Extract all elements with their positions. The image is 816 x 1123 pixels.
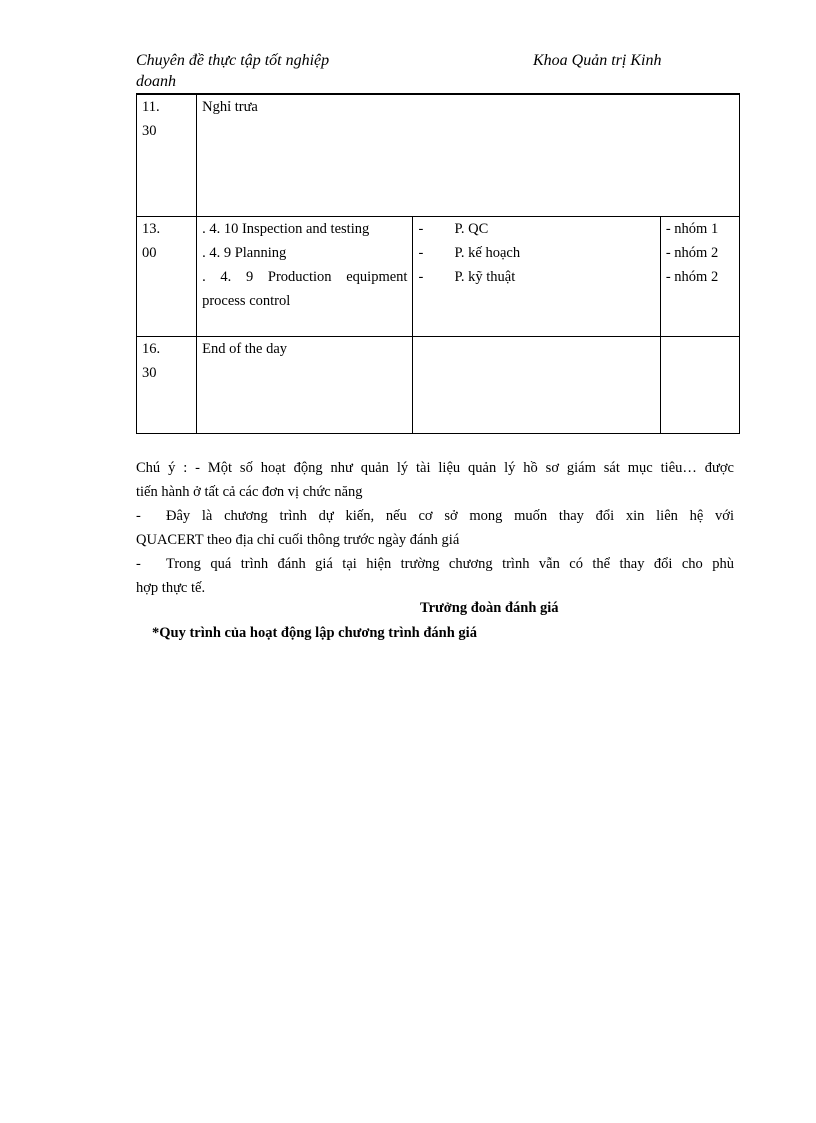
table-row [137, 95, 740, 216]
note-3-line-1 [136, 552, 734, 576]
time-hour: 13. [142, 220, 161, 237]
process-title: *Quy trình của hoạt động lập chương trình đánh giá [152, 625, 477, 641]
note-dash: - [136, 556, 141, 572]
activity-line: Nghỉ trưa [202, 99, 258, 115]
department-line [418, 265, 654, 289]
header-left-line1: Chuyên đề thực tập tốt nghiệp [136, 52, 330, 69]
time-cell [137, 216, 197, 336]
dept-dash: - [418, 268, 424, 285]
time-hour: 11. [142, 99, 160, 115]
activity-line: End of the day [202, 340, 288, 357]
group-line: - nhóm 2 [665, 244, 719, 261]
schedule-table [136, 95, 740, 434]
signature-title: Trưởng đoàn đánh giá [420, 600, 559, 616]
time-minute: 00 [142, 244, 157, 261]
department-line [418, 217, 654, 241]
note-2-line-1 [136, 504, 734, 528]
time-minute: 30 [142, 364, 157, 381]
dept-dash: - [418, 220, 424, 237]
header-right: Khoa Quản trị Kinh [533, 52, 662, 69]
note-1-line-2: tiến hành ở tất cả các đơn vị chức năng [136, 484, 363, 500]
time-cell [137, 336, 197, 433]
activity-cell [197, 336, 413, 433]
activity-cell [197, 95, 740, 216]
activity-line: . 4. 9 Planning [202, 244, 287, 261]
activity-line: . 4. 9 Production equipment [202, 268, 408, 285]
notes-section [136, 456, 734, 600]
time-minute: 30 [142, 123, 157, 139]
activity-line: process control [202, 292, 291, 309]
department-name: P. QC [454, 220, 489, 237]
note-2-text: Đây là chương trình dự kiến, nếu cơ sở mong muốn thay đổi xin liên hệ với [166, 508, 734, 524]
note-1-line-1: Chú ý : - Một số hoạt động như quản lý tài liệu quản lý hồ sơ giám sát mục tiêu… được [136, 460, 734, 476]
department-cell [413, 336, 660, 433]
group-line: - nhóm 2 [665, 268, 719, 285]
note-3-line-2: hợp thực tế. [136, 580, 206, 596]
header-left [136, 50, 396, 92]
department-line [418, 241, 654, 265]
group-cell [660, 216, 739, 336]
table-row [137, 216, 740, 336]
group-line: - nhóm 1 [665, 220, 719, 237]
time-cell [137, 95, 197, 216]
activity-cell [197, 216, 413, 336]
dept-dash: - [418, 244, 424, 261]
table-row [137, 336, 740, 433]
activity-line: . 4. 10 Inspection and testing [202, 220, 370, 237]
note-dash: - [136, 508, 141, 524]
header-left-line2: doanh [136, 73, 176, 90]
time-hour: 16. [142, 340, 161, 357]
group-cell [660, 336, 739, 433]
department-cell [413, 216, 660, 336]
department-name: P. kế hoạch [454, 244, 521, 261]
note-2-line-2: QUACERT theo địa chỉ cuối thông trước ngày đánh giá [136, 532, 460, 548]
department-name: P. kỹ thuật [454, 268, 516, 285]
note-3-text: Trong quá trình đánh giá tại hiện trường chương trình vẫn có thể thay đổi cho phù [166, 556, 734, 572]
